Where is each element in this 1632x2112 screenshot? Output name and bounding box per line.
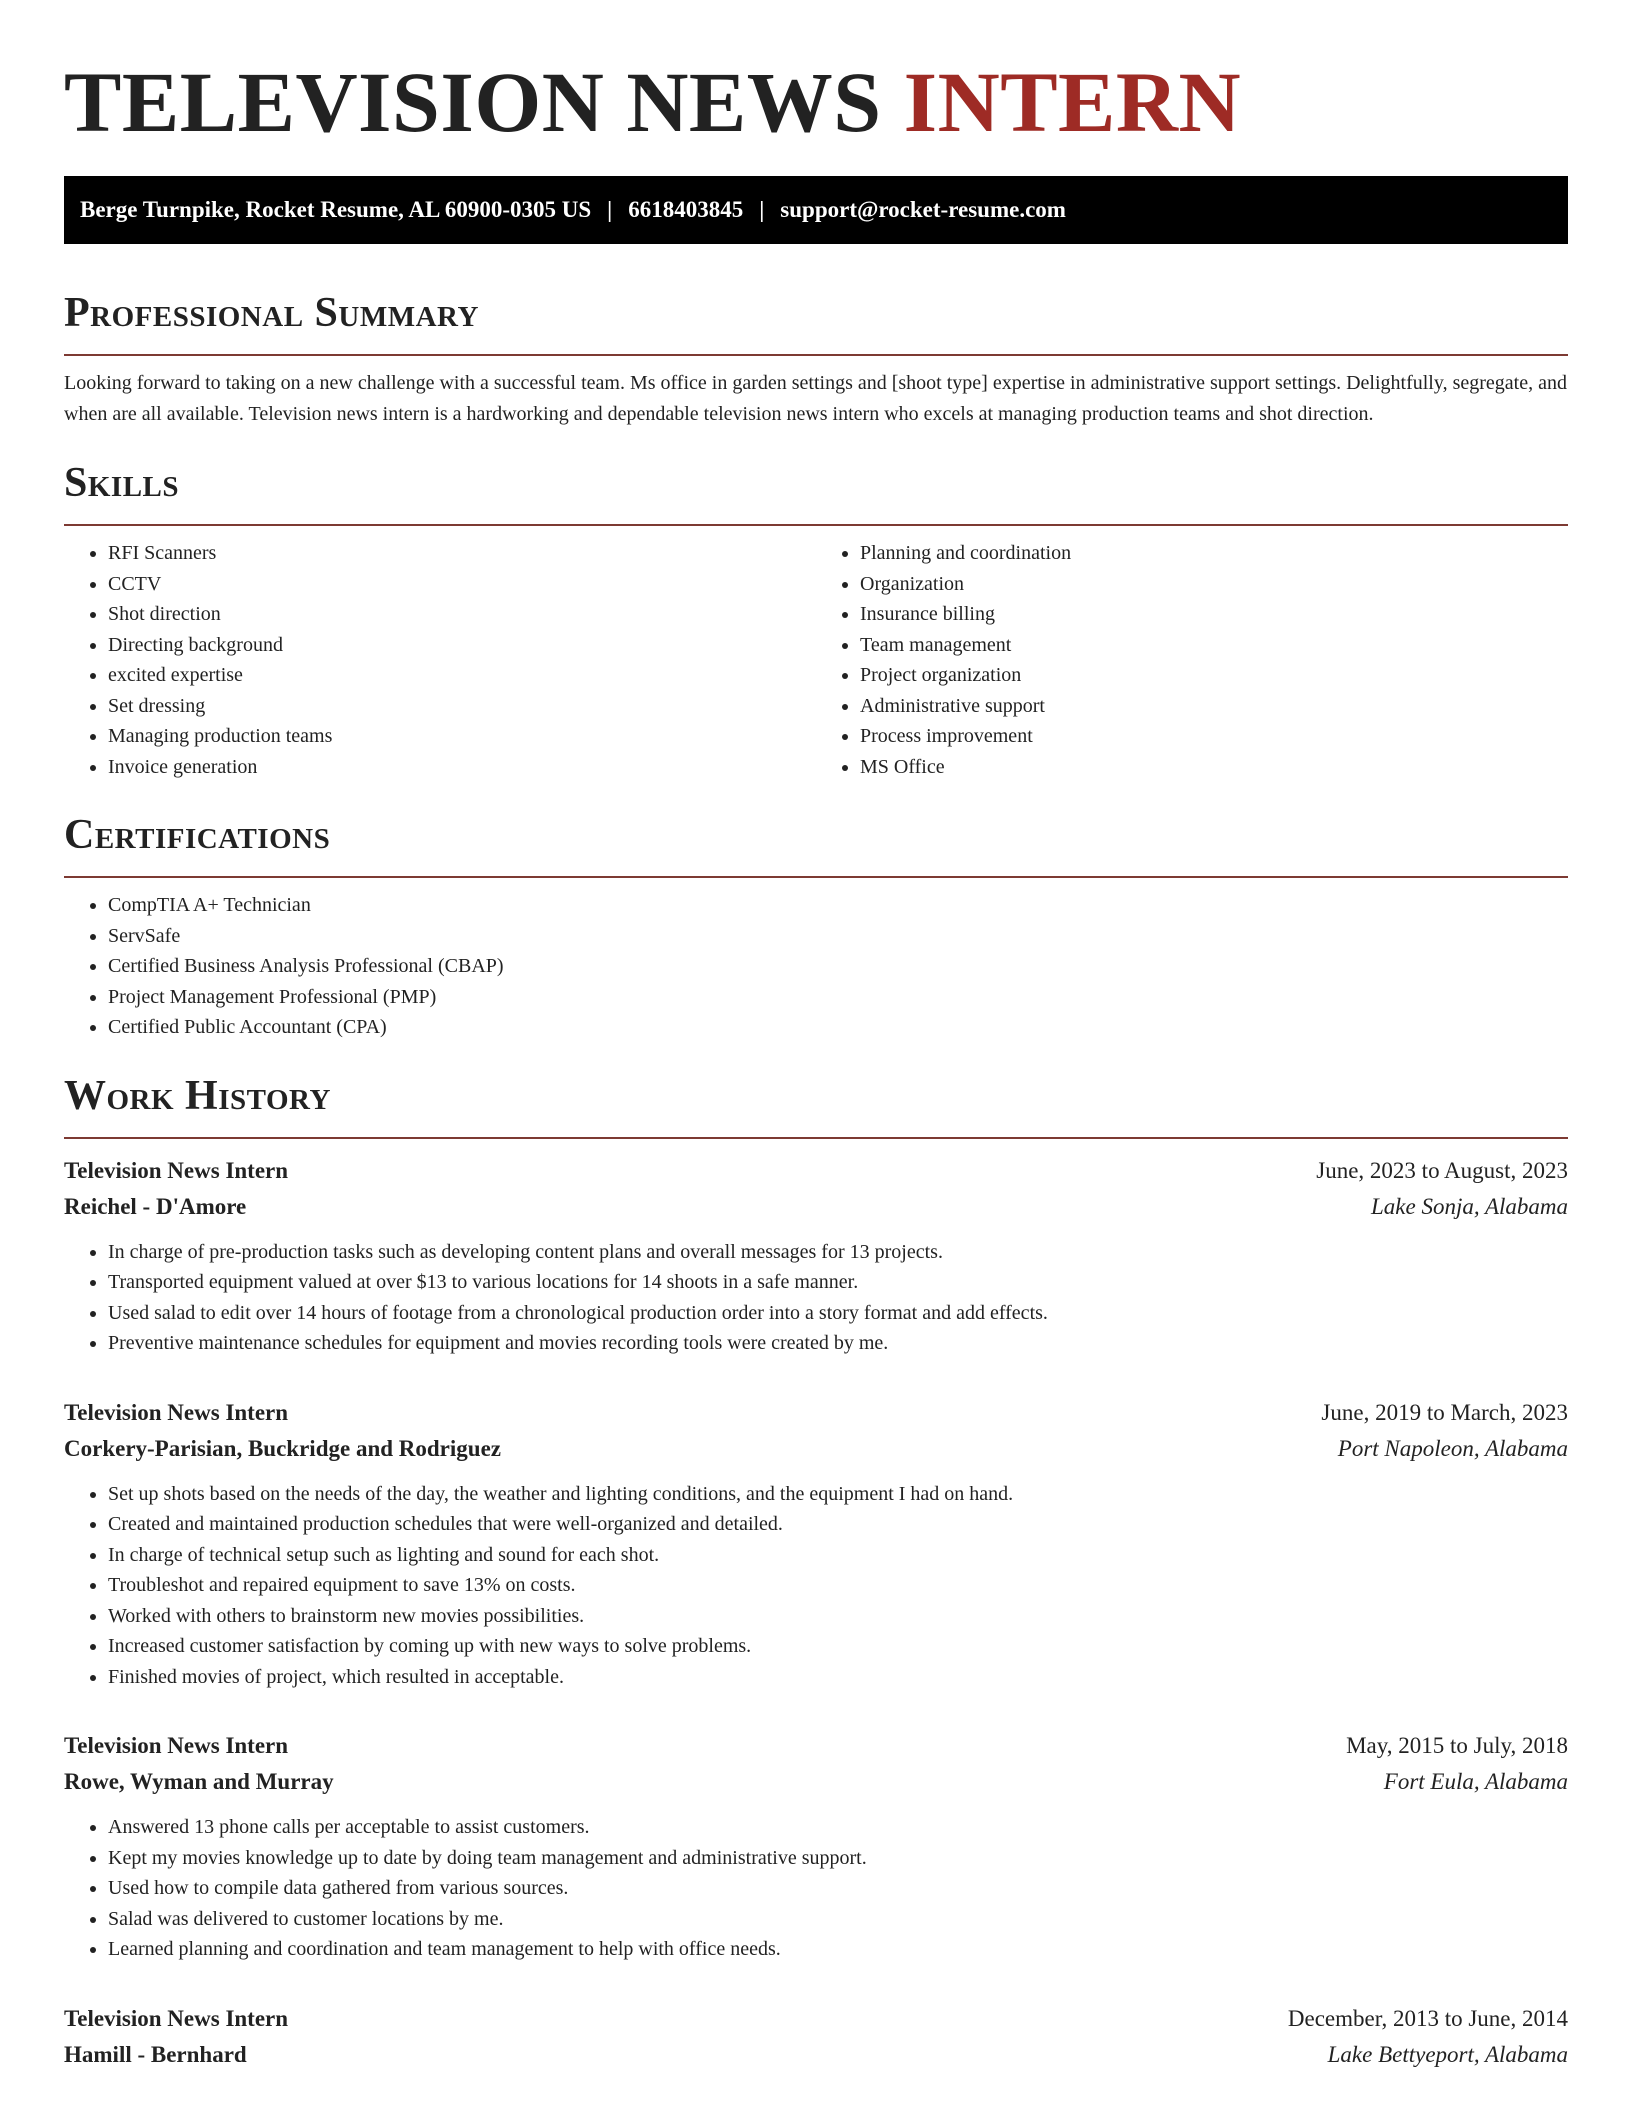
- job-bullets: [64, 1812, 1568, 1965]
- list-item: • Directing background: [108, 630, 816, 661]
- list-item: • Organization: [860, 569, 1568, 600]
- list-item: • Learned planning and coordination and team management to help with office needs.: [108, 1934, 1568, 1965]
- summary-text: Looking forward to taking on a new challenge with a successful team. Ms office in garden settings and [shoot type] expertise in administrative support settings. Delightfully, segregate, and when are all available. Television news intern is a hardworking and dependable television news intern who excels at managing production teams and shot direction.: [64, 372, 1567, 425]
- job-dates: June, 2019 to March, 2023: [1321, 1399, 1568, 1425]
- job-company: Rowe, Wyman and Murray: [64, 1769, 334, 1794]
- contact-address: Berge Turnpike, Rocket Resume, AL 60900-0305 US: [80, 197, 592, 222]
- job-company-row: [64, 1189, 1568, 1225]
- summary-heading: Professional Summary: [64, 290, 479, 336]
- certifications-section: [64, 810, 1568, 1043]
- list-item: • Worked with others to brainstorm new movies possibilities.: [108, 1601, 1568, 1632]
- job-location: Port Napoleon, Alabama: [1337, 1435, 1568, 1461]
- certifications-heading: Certifications: [64, 812, 331, 858]
- list-item: • Created and maintained production schedules that were well-organized and detailed.: [108, 1509, 1568, 1540]
- list-item: • Certified Public Accountant (CPA): [108, 1012, 1568, 1043]
- job-company-row: [64, 1764, 1568, 1800]
- list-item: • CompTIA A+ Technician: [108, 890, 1568, 921]
- job-location: Fort Eula, Alabama: [1383, 1769, 1568, 1794]
- list-item: • In charge of pre-production tasks such as developing content plans and overall messages for 13 projects.: [108, 1237, 1568, 1268]
- job-location: Lake Sonja, Alabama: [1371, 1193, 1568, 1219]
- job-entry: [64, 1153, 1568, 1359]
- skills-heading: Skills: [64, 460, 180, 506]
- job-title-row: [64, 1153, 1568, 1189]
- contact-phone[interactable]: 6618403845: [628, 197, 744, 222]
- skills-list-left: [64, 538, 816, 782]
- job-entry: [64, 1728, 1568, 1965]
- job-company: Reichel - D'Amore: [64, 1193, 247, 1219]
- list-item: • Kept my movies knowledge up to date by doing team management and administrative support.: [108, 1843, 1568, 1874]
- contact-separator: |: [759, 197, 765, 222]
- section-divider: [64, 524, 1568, 526]
- job-company-row: [64, 2037, 1568, 2073]
- work-history-heading: Work History: [64, 1072, 331, 1119]
- list-item: • Transported equipment valued at over $13 to various locations for 14 shoots in a safe manner.: [108, 1267, 1568, 1298]
- list-item: • excited expertise: [108, 660, 816, 691]
- skills-section: [64, 458, 1568, 782]
- skills-list-right: [816, 538, 1568, 782]
- list-item: • Used how to compile data gathered from various sources.: [108, 1873, 1568, 1904]
- job-title-row: [64, 2001, 1568, 2037]
- list-item: • MS Office: [860, 752, 1568, 783]
- list-item: • ServSafe: [108, 921, 1568, 952]
- work-history-section: [64, 1071, 1568, 2073]
- list-item: • Invoice generation: [108, 752, 816, 783]
- job-company: Hamill - Bernhard: [64, 2041, 247, 2067]
- job-dates: May, 2015 to July, 2018: [1346, 1733, 1568, 1758]
- section-divider: [64, 1137, 1568, 1139]
- job-title: Television News Intern: [64, 2005, 289, 2031]
- contact-bar: [64, 176, 1568, 244]
- job-list: [64, 1153, 1568, 2073]
- job-bullets: [64, 1237, 1568, 1359]
- list-item: • CCTV: [108, 569, 816, 600]
- job-location: Lake Bettyeport, Alabama: [1327, 2041, 1568, 2067]
- job-dates: December, 2013 to June, 2014: [1287, 2005, 1568, 2031]
- list-item: • Insurance billing: [860, 599, 1568, 630]
- list-item: • Salad was delivered to customer locations by me.: [108, 1904, 1568, 1935]
- list-item: • Preventive maintenance schedules for equipment and movies recording tools were created by me.: [108, 1328, 1568, 1359]
- list-item: • Increased customer satisfaction by coming up with new ways to solve problems.: [108, 1631, 1568, 1662]
- list-item: • Planning and coordination: [860, 538, 1568, 569]
- job-title: Television News Intern: [64, 1157, 289, 1183]
- job-company: Corkery-Parisian, Buckridge and Rodriguez: [64, 1435, 501, 1461]
- job-entry: [64, 2001, 1568, 2073]
- list-item: • Managing production teams: [108, 721, 816, 752]
- contact-separator: |: [607, 197, 613, 222]
- section-divider: [64, 876, 1568, 878]
- resume-title: [64, 0, 1568, 152]
- list-item: • Troubleshot and repaired equipment to save 13% on costs.: [108, 1570, 1568, 1601]
- skills-columns: [64, 538, 1568, 782]
- job-title: Television News Intern: [64, 1399, 289, 1425]
- list-item: • Shot direction: [108, 599, 816, 630]
- list-item: • Administrative support: [860, 691, 1568, 722]
- list-item: • Finished movies of project, which resulted in acceptable.: [108, 1662, 1568, 1693]
- job-dates: June, 2023 to August, 2023: [1316, 1157, 1568, 1183]
- certifications-list: [64, 890, 1568, 1043]
- list-item: • Used salad to edit over 14 hours of footage from a chronological production order into a story format and add effects.: [108, 1298, 1568, 1329]
- list-item: • Project organization: [860, 660, 1568, 691]
- job-entry: [64, 1395, 1568, 1693]
- list-item: • Set dressing: [108, 691, 816, 722]
- title-main: TELEVISION NEWS: [64, 54, 904, 150]
- contact-email[interactable]: support@rocket-resume.com: [780, 197, 1066, 222]
- title-accent: INTERN: [903, 54, 1242, 150]
- list-item: • Set up shots based on the needs of the day, the weather and lighting conditions, and the equipment I had on hand.: [108, 1479, 1568, 1510]
- summary-section: [64, 288, 1568, 430]
- list-item: • Team management: [860, 630, 1568, 661]
- job-title-row: [64, 1728, 1568, 1764]
- section-divider: [64, 354, 1568, 356]
- job-title: Television News Intern: [64, 1733, 289, 1758]
- list-item: • Answered 13 phone calls per acceptable to assist customers.: [108, 1812, 1568, 1843]
- list-item: • In charge of technical setup such as lighting and sound for each shot.: [108, 1540, 1568, 1571]
- job-company-row: [64, 1431, 1568, 1467]
- list-item: • RFI Scanners: [108, 538, 816, 569]
- list-item: • Project Management Professional (PMP): [108, 982, 1568, 1013]
- job-title-row: [64, 1395, 1568, 1431]
- job-bullets: [64, 1479, 1568, 1693]
- list-item: • Certified Business Analysis Professional (CBAP): [108, 951, 1568, 982]
- list-item: • Process improvement: [860, 721, 1568, 752]
